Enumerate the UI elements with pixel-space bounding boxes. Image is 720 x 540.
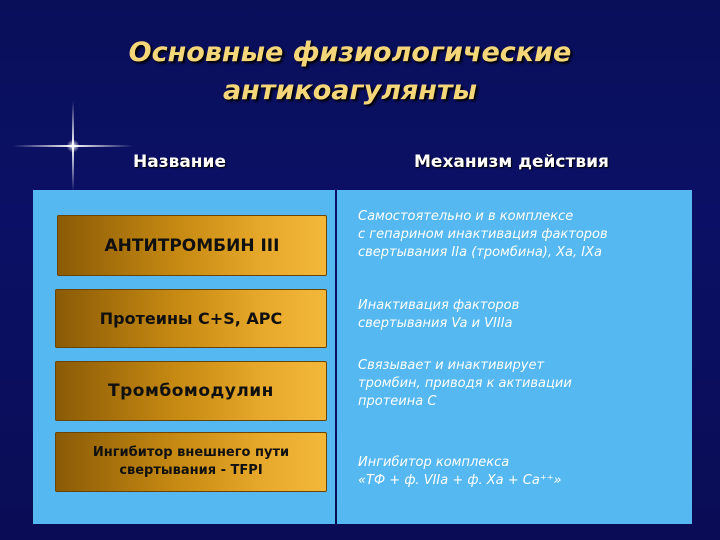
mechanism-text-antithrombin bbox=[358, 208, 688, 262]
name-label-line-1: Ингибитор внешнего пути bbox=[92, 445, 290, 460]
mechanism-line: Связывает и инактивирует bbox=[358, 358, 545, 373]
mechanism-line: с гепарином инактивация факторов bbox=[358, 227, 608, 242]
mechanism-line: Инактивация факторов bbox=[358, 298, 520, 313]
name-label: Протеины C+S, APC bbox=[99, 309, 283, 328]
title-line-2: антикоагулянты bbox=[222, 75, 478, 106]
mechanism-line: свертывания Va и VIIIa bbox=[358, 316, 513, 331]
column-header-mechanism: Механизм действия bbox=[414, 152, 609, 172]
name-box-thrombomodulin bbox=[55, 361, 327, 421]
column-header-name: Название bbox=[133, 152, 226, 172]
name-box-tfpi bbox=[55, 432, 327, 492]
mechanism-line: свертывания IIa (тромбина), Xa, IXa bbox=[358, 245, 602, 260]
mechanism-line: Самостоятельно и в комплексе bbox=[358, 209, 574, 224]
mechanism-line: тромбин, приводя к активации bbox=[358, 376, 572, 391]
name-label: АНТИТРОМБИН III bbox=[104, 235, 280, 256]
name-label: Тромбомодулин bbox=[108, 381, 274, 401]
mechanism-line: протеина С bbox=[358, 394, 437, 409]
title-line-1: Основные физиологические bbox=[128, 37, 572, 68]
name-box-antithrombin bbox=[57, 215, 327, 276]
mechanism-text-thrombomodulin bbox=[358, 357, 688, 411]
mechanism-text-tfpi bbox=[358, 454, 688, 490]
mechanism-line: Ингибитор комплекса bbox=[358, 455, 510, 470]
mechanism-text-proteins bbox=[358, 297, 688, 333]
name-label-line-2: свертывания - TFPI bbox=[119, 463, 263, 478]
page-title bbox=[0, 34, 700, 110]
mechanism-line: «ТФ + ф. VIIa + ф. Xa + Ca⁺⁺» bbox=[358, 473, 562, 488]
name-box-proteins bbox=[55, 289, 327, 348]
